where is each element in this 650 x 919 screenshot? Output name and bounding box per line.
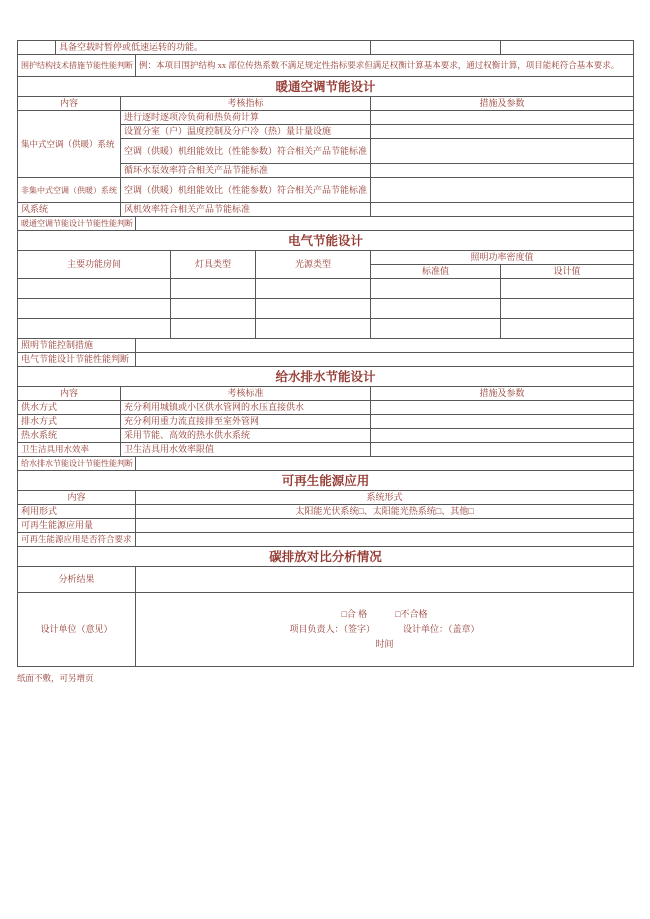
renewable-systems-cell: 太阳能光伏系统□、太阳能光热系统□、其他□ bbox=[136, 505, 634, 519]
electrical-header-lpd: 照明功率密度值 bbox=[371, 251, 634, 265]
empty-cell bbox=[256, 279, 371, 299]
fail-checkbox: □不合格 bbox=[395, 609, 428, 619]
envelope-judgement-label: 围护结构技术措施节能性能判断 bbox=[18, 55, 136, 77]
renewable-row-label: 利用形式 bbox=[18, 505, 136, 519]
continuation-criteria-cell: 具备空载时暂停或低速运转的功能。 bbox=[56, 41, 371, 55]
empty-cell bbox=[171, 279, 256, 299]
renewable-section-title: 可再生能源应用 bbox=[18, 471, 634, 491]
empty-cell bbox=[501, 299, 634, 319]
empty-cell bbox=[171, 299, 256, 319]
empty-cell bbox=[136, 567, 634, 593]
plumbing-row-label: 供水方式 bbox=[18, 401, 121, 415]
electrical-subheader-standard: 标准值 bbox=[371, 265, 501, 279]
plumbing-header-measures: 措施及参数 bbox=[371, 387, 634, 401]
empty-cell bbox=[371, 203, 634, 217]
empty-cell bbox=[501, 279, 634, 299]
hvac-table bbox=[17, 76, 634, 231]
empty-cell bbox=[136, 353, 634, 367]
hvac-section-title: 暖通空调节能设计 bbox=[18, 77, 634, 97]
empty-cell bbox=[18, 279, 171, 299]
hvac-criteria-cell: 设置分室（户）温度控制及分户冷（热）量计量设施 bbox=[121, 125, 371, 139]
empty-cell bbox=[18, 41, 56, 55]
plumbing-section-title: 给水排水节能设计 bbox=[18, 367, 634, 387]
envelope-judgement-example: 例：本项目围护结构 xx 部位传热系数不满足规定性指标要求但满足权衡计算基本要求，通过权衡计算，项目能耗符合基本要求。 bbox=[136, 55, 634, 77]
hvac-judgement-label: 暖通空调节能设计节能性能判断 bbox=[18, 217, 136, 231]
empty-cell bbox=[136, 217, 634, 231]
hvac-header-measures: 措施及参数 bbox=[371, 97, 634, 111]
plumbing-row-label: 热水系统 bbox=[18, 429, 121, 443]
design-unit-opinion-cell bbox=[136, 593, 634, 667]
empty-cell bbox=[371, 41, 501, 55]
plumbing-row-label: 排水方式 bbox=[18, 415, 121, 429]
lighting-control-label: 照明节能控制措施 bbox=[18, 339, 136, 353]
empty-cell bbox=[501, 41, 634, 55]
carbon-section-title: 碳排放对比分析情况 bbox=[18, 547, 634, 567]
empty-cell bbox=[371, 125, 634, 139]
empty-cell bbox=[256, 319, 371, 339]
plumbing-criteria-cell: 充分利用重力流直接排至室外管网 bbox=[121, 415, 371, 429]
plumbing-judgement-label: 给水排水节能设计节能性能判断 bbox=[18, 457, 136, 471]
empty-cell bbox=[136, 519, 634, 533]
electrical-subheader-design: 设计值 bbox=[501, 265, 634, 279]
plumbing-header-content: 内容 bbox=[18, 387, 121, 401]
plumbing-criteria-cell: 卫生洁具用水效率限值 bbox=[121, 443, 371, 457]
empty-cell bbox=[371, 279, 501, 299]
footer-note: 纸面不敷，可另增页 bbox=[17, 673, 94, 683]
renewable-row-label: 可再生能源应用量 bbox=[18, 519, 136, 533]
empty-cell bbox=[371, 139, 634, 164]
electrical-table bbox=[17, 230, 634, 367]
empty-cell bbox=[501, 319, 634, 339]
design-unit-opinion-label: 设计单位（意见） bbox=[18, 593, 136, 667]
carbon-result-label: 分析结果 bbox=[18, 567, 136, 593]
electrical-section-title: 电气节能设计 bbox=[18, 231, 634, 251]
empty-cell bbox=[18, 319, 171, 339]
empty-cell bbox=[371, 319, 501, 339]
empty-cell bbox=[371, 299, 501, 319]
hvac-noncentral-system-label: 非集中式空调（供暖）系统 bbox=[18, 178, 121, 203]
hvac-criteria-cell: 循环水泵效率符合相关产品节能标准 bbox=[121, 164, 371, 178]
empty-cell bbox=[18, 299, 171, 319]
empty-cell bbox=[371, 164, 634, 178]
pass-checkbox: □合 格 bbox=[341, 609, 368, 619]
design-unit-seal-label: 设计单位：（盖章） bbox=[403, 624, 480, 634]
hvac-criteria-cell: 空调（供暖）机组能效比（性能参数）符合相关产品节能标准 bbox=[121, 139, 371, 164]
empty-cell bbox=[171, 319, 256, 339]
empty-cell bbox=[136, 457, 634, 471]
carbon-table bbox=[17, 546, 634, 667]
continuation-table bbox=[17, 40, 634, 77]
hvac-central-system-label: 集中式空调（供暖）系统 bbox=[18, 111, 121, 178]
hvac-header-content: 内容 bbox=[18, 97, 121, 111]
hvac-criteria-cell: 风机效率符合相关产品节能标准 bbox=[121, 203, 371, 217]
electrical-header-room: 主要功能房间 bbox=[18, 251, 171, 279]
empty-cell bbox=[371, 111, 634, 125]
time-label: 时间 bbox=[375, 639, 394, 649]
empty-cell bbox=[371, 401, 634, 415]
electrical-judgement-label: 电气节能设计节能性能判断 bbox=[18, 353, 136, 367]
hvac-criteria-cell: 空调（供暖）机组能效比（性能参数）符合相关产品节能标准 bbox=[121, 178, 371, 203]
empty-cell bbox=[136, 533, 634, 547]
renewable-table bbox=[17, 470, 634, 547]
hvac-criteria-cell: 进行逐时逐项冷负荷和热负荷计算 bbox=[121, 111, 371, 125]
hvac-air-system-label: 风系统 bbox=[18, 203, 121, 217]
electrical-header-fixture: 灯具类型 bbox=[171, 251, 256, 279]
empty-cell bbox=[371, 178, 634, 203]
empty-cell bbox=[256, 299, 371, 319]
empty-cell bbox=[371, 429, 634, 443]
checkbox-line bbox=[139, 607, 630, 622]
empty-cell bbox=[371, 415, 634, 429]
project-leader-signature-label: 项目负责人：（签字） bbox=[289, 624, 375, 634]
renewable-header-system: 系统形式 bbox=[136, 491, 634, 505]
plumbing-row-label: 卫生洁具用水效率 bbox=[18, 443, 121, 457]
renewable-header-content: 内容 bbox=[18, 491, 136, 505]
electrical-header-source: 光源类型 bbox=[256, 251, 371, 279]
renewable-row-label: 可再生能源应用是否符合要求 bbox=[18, 533, 136, 547]
empty-cell bbox=[371, 443, 634, 457]
plumbing-criteria-cell: 采用节能、高效的热水供水系统 bbox=[121, 429, 371, 443]
signature-line bbox=[139, 622, 630, 637]
plumbing-header-criteria: 考核标准 bbox=[121, 387, 371, 401]
plumbing-table bbox=[17, 366, 634, 471]
empty-cell bbox=[136, 339, 634, 353]
plumbing-criteria-cell: 充分利用城镇或小区供水管网的水压直接供水 bbox=[121, 401, 371, 415]
hvac-header-criteria: 考核指标 bbox=[121, 97, 371, 111]
